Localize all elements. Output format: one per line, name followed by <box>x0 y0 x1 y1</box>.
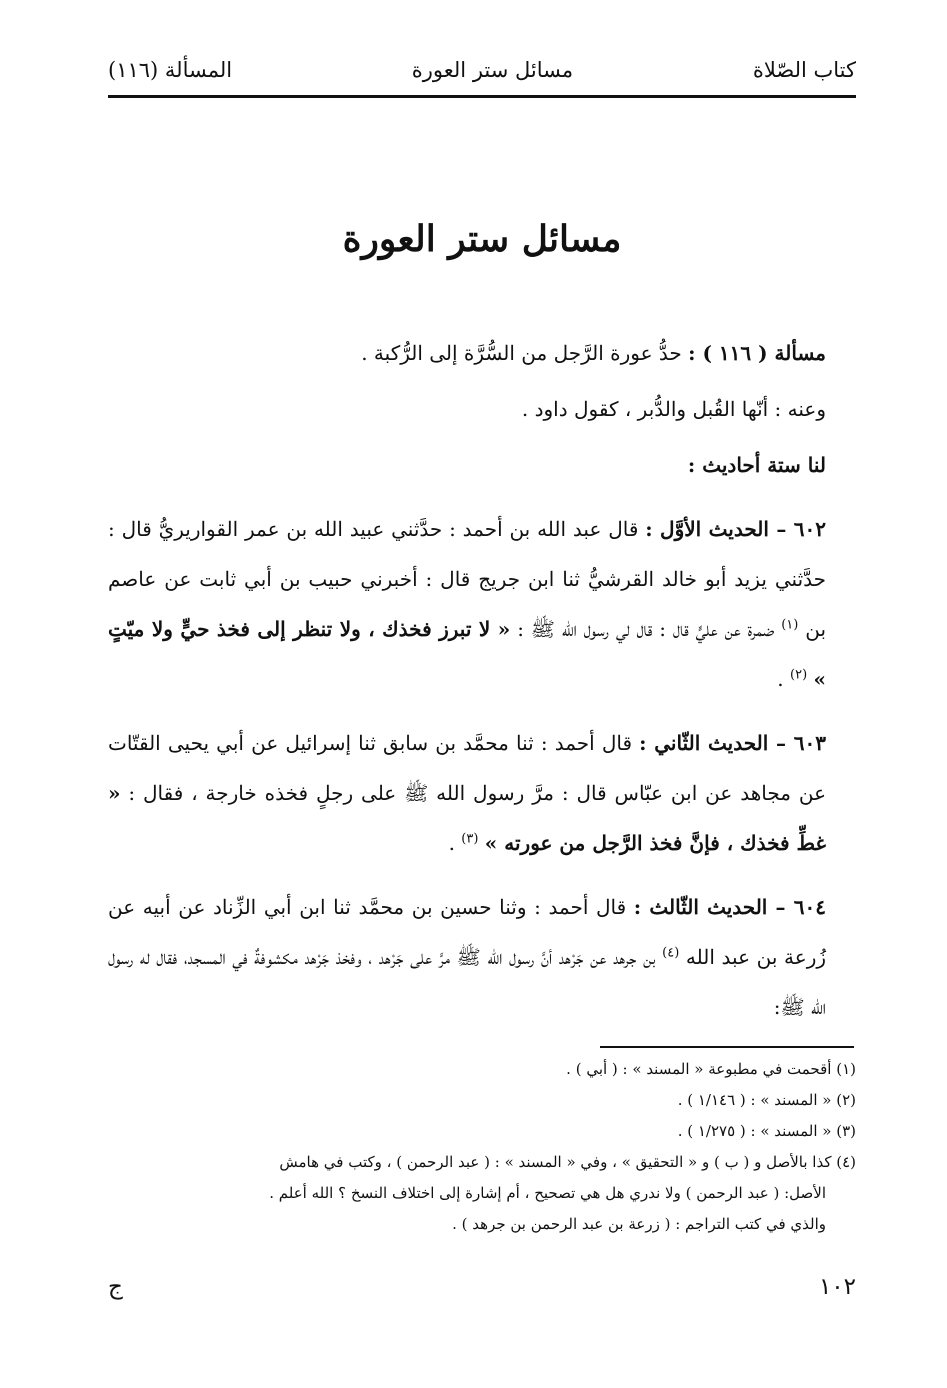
anhu-paragraph: وعنه : أنّها القُبل والدُّبر ، كقول داود . <box>521 397 826 421</box>
header-rule <box>108 95 856 98</box>
hadith-602-end: . <box>777 667 784 691</box>
masala-label: مسألة ( ١١٦ ) : <box>688 341 826 365</box>
masala-text: حدُّ عورة الرَّجل من السُّرَّة إلى الرُّكبة . <box>361 341 682 365</box>
hadith-603-end: . <box>448 831 455 855</box>
header-section-title: مسائل ستر العورة <box>411 58 574 82</box>
footnote-1: (١) أقحمت في مطبوعة « المسند » : ( أبي ) . <box>566 1060 856 1078</box>
running-header <box>108 52 856 88</box>
header-issue-number: المسألة (١١٦) <box>108 58 233 82</box>
lana-heading: لنا ستة أحاديث : <box>687 453 826 477</box>
footnote-ref-4: (٤) <box>662 945 680 961</box>
lana-paragraph <box>108 440 856 490</box>
hadith-603-quote: « غطِّ فخذك ، فإنَّ فخذ الرَّجل من عورته » <box>108 781 826 855</box>
hadith-602-text-a: قال عبد الله بن أحمد : حدَّثني عبيد الله بن عمر القواريريُّ قال : حدَّثني يزيد أبو خالد القرشيُّ ثنا ابن جريج قال : أخبرني حبيب بن أبي ثابت عن عاصم بن <box>108 517 827 641</box>
hadith-604-text-a: قال أحمد : وثنا حسين بن محمَّد ثنا ابن أبي الزِّناد عن أبيه عن زُرعة بن عبد الله <box>108 895 827 969</box>
page-title: مسائل ستر العورة <box>342 218 622 260</box>
main-text <box>108 328 856 1032</box>
footnote-rule <box>600 1046 854 1048</box>
footnote-ref-2: (٢) <box>790 667 808 683</box>
hadith-604 <box>108 882 856 1032</box>
page-footer <box>108 1274 856 1300</box>
footnote-4-end: والذي في كتب التراجم : ( زرعة بن عبد الرحمن بن جرهد ) . <box>452 1215 826 1233</box>
masala-paragraph <box>108 328 856 378</box>
hadith-602-text-b: ضمرة عن عليٍّ قال : قال لي رسول الله ﷺ : <box>517 617 775 641</box>
hadith-604-label: ٦٠٤ – الحديث الثّالث : <box>633 895 826 919</box>
footnote-2: (٢) « المسند » : ( ١/١٤٦ ) . <box>677 1091 856 1109</box>
hadith-602-quote: « لا تبرز فخذك ، ولا تنظر إلى فخذ حيٍّ ولا ميّتٍ » <box>108 617 826 691</box>
hadith-603 <box>108 718 856 868</box>
signature-mark: ج <box>108 1274 123 1300</box>
footnotes <box>108 1054 856 1240</box>
footnote-3: (٣) « المسند » : ( ١/٢٧٥ ) . <box>677 1122 856 1140</box>
hadith-604-text-b: بن جرهد عن جَرْهد أنَّ رسول الله ﷺ مرَّ على جَرْهد ، وفخذ جَرْهد مكشوفةٌ في المسجد، فقال له رسول الله ﷺ: <box>108 945 826 1019</box>
header-book-title: كتاب الصّلاة <box>752 58 856 82</box>
hadith-603-text: قال أحمد : ثنا محمَّد بن سابق ثنا إسرائيل عن أبي يحيى القتّات عن مجاهد عن ابن عبّاس قال : مرَّ رسول الله ﷺ على رجلٍ فخذه خارجة ، فقال : <box>108 731 826 805</box>
footnote-ref-1: (١) <box>781 617 799 633</box>
footnote-ref-3: (٣) <box>461 831 479 847</box>
hadith-602 <box>108 504 856 704</box>
hadith-603-label: ٦٠٣ – الحديث الثّاني : <box>639 731 826 755</box>
footnote-4-continued: الأصل: ( عبد الرحمن ) ولا ندري هل هي تصحيح ، أم إشارة إلى اختلاف النسخ ؟ الله أعلم . <box>269 1184 826 1202</box>
page-number: ١٠٢ <box>818 1274 856 1300</box>
footnote-4: (٤) كذا بالأصل و ( ب ) و « التحقيق » ، وفي « المسند » : ( عبد الرحمن ) ، وكتب في هامش <box>279 1153 856 1171</box>
hadith-602-label: ٦٠٢ – الحديث الأوَّل : <box>645 517 827 541</box>
